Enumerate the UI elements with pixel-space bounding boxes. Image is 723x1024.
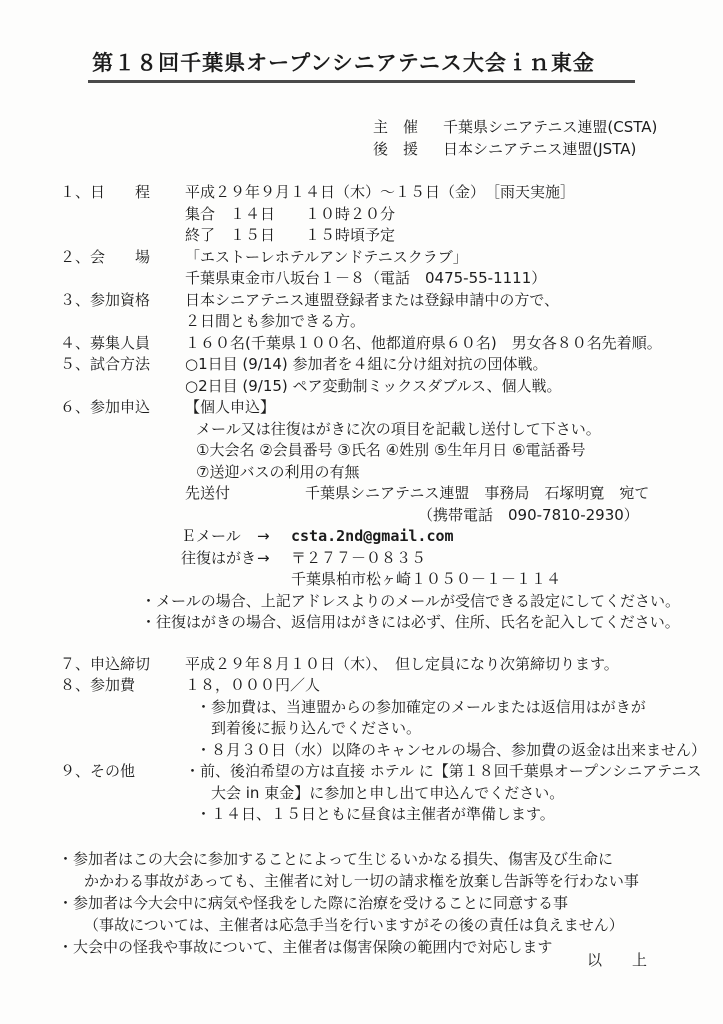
item-venue <box>0 247 723 269</box>
item-other-hotel-2: 大会 in 東金】に参加と申し出て申込んでください。 <box>211 783 565 802</box>
item-schedule-start: 集合 １４日 １０時２０分 <box>185 204 396 223</box>
application-note-email: ・メールの場合、上記アドレスよりのメールが受信できる設定にしてください。 <box>141 591 680 610</box>
item-eligibility-label: ３、参加資格 <box>60 290 151 309</box>
item-eligibility-text: 日本シニアテニス連盟登録者または登録申請中の方で、 <box>185 290 560 309</box>
application-note-postcard: ・往復はがきの場合、返信用はがきには必ず、住所、氏名を記入してください。 <box>141 613 680 631</box>
item-venue-address: 千葉県東金市八坂台１－８（電話 0475-55-1111） <box>185 269 547 287</box>
item-fee-cancel: ・８月３０日（水）以降のキャンセルの場合、参加費の返金は出来ません） <box>196 740 707 759</box>
item-eligibility <box>0 290 723 312</box>
item-capacity <box>0 333 723 355</box>
item-format-day2: ○2日目 (9/15) ペア変動制ミックスダブルス、個人戦。 <box>185 376 562 395</box>
item-other <box>0 761 723 783</box>
item-schedule <box>0 182 723 204</box>
item-deadline-text: 平成２９年８月１０日（木）、 但し定員になり次第締切ります。 <box>185 654 619 673</box>
item-schedule-end: 終了 １５日 １５時頃予定 <box>185 226 396 244</box>
disclaimer-block <box>0 848 723 958</box>
email-label: Ｅメール <box>181 527 241 545</box>
item-format-label: ５、試合方法 <box>60 355 151 373</box>
postcard-line <box>0 548 723 570</box>
item-fee-payment-2: 到着後に振り込んでください。 <box>211 719 422 737</box>
item-eligibility-text2: ２日間とも参加できる方。 <box>185 312 366 330</box>
item-other-label: ９、その他 <box>60 762 136 780</box>
item-format-day1: ○1日目 (9/14) 参加者を４組に分け組対抗の団体戦。 <box>185 355 548 373</box>
sponsor-block <box>373 117 723 160</box>
item-fee <box>0 675 723 697</box>
sponsor-line-host <box>373 117 723 139</box>
postcard-address: 千葉県柏市松ヶ崎１０５０－１－１１４ <box>291 570 562 588</box>
disclaimer-medical-1: ・参加者は今大会中に病気や怪我をした際に治療を受けることに同意する事 <box>58 893 569 912</box>
sponsor-role: 主 催 <box>373 118 419 136</box>
disclaimer-liability-1: ・参加者はこの大会に参加することによって生じるいかなる損失、傷害及び生命に <box>58 849 614 868</box>
postal-code: 〒２７７－０８３５ <box>291 548 427 567</box>
item-list <box>0 182 723 826</box>
item-application-mobile-phone: （携帯電話 090-7810-2930） <box>418 505 639 524</box>
item-capacity-text: １６０名(千葉県１００名、他都道府県６０名) 男女各８０名先着順。 <box>185 333 662 352</box>
item-format <box>0 354 723 376</box>
postcard-label: 往復はがき <box>181 548 257 567</box>
arrow-right-icon: → <box>257 527 270 545</box>
disclaimer-medical-2: （事故については、主催者は応急手当を行いますがその後の責任は負えません） <box>84 915 624 934</box>
sponsor-role: 後 援 <box>373 139 419 158</box>
item-fee-label: ８、参加費 <box>60 676 136 694</box>
item-application-label: ６、参加申込 <box>60 398 151 416</box>
arrow-right-icon: → <box>257 548 270 567</box>
item-application <box>0 397 723 419</box>
item-application-type: 【個人申込】 <box>185 398 276 416</box>
disclaimer-liability-2: かかわる事故があっても、主催者に対し一切の請求権を放棄し告訴等を行わない事 <box>84 871 639 890</box>
email-address: csta.2nd@gmail.com <box>291 527 454 545</box>
sponsor-org: 日本シニアテニス連盟(JSTA) <box>443 139 637 158</box>
item-application-fields-1-6: ①大会名 ②会員番号 ③氏名 ④姓別 ⑤生年月日 ⑥電話番号 <box>196 441 586 459</box>
item-application-howto: メール又は往復はがきに次の項目を記載し送付して下さい。 <box>196 419 601 438</box>
item-venue-label: ２、会 場 <box>60 247 151 266</box>
item-deadline <box>0 654 723 676</box>
sponsor-org: 千葉県シニアテニス連盟(CSTA) <box>443 118 658 136</box>
item-fee-amount: １８，０００円／人 <box>185 676 321 694</box>
disclaimer-insurance: ・大会中の怪我や事故について、主催者は傷害保険の範囲内で対応します <box>58 937 553 956</box>
item-application-sendto: 先送付 千葉県シニアテニス連盟 事務局 石塚明寛 宛て <box>185 484 650 502</box>
email-line <box>0 526 723 548</box>
item-venue-name: 「エストーレホテルアンドテニスクラブ」 <box>185 247 468 266</box>
item-schedule-dates: 平成２９年９月１４日（木）～１５日（金） ［雨天実施］ <box>185 183 576 201</box>
closing-mark: 以 上 <box>586 950 647 969</box>
item-other-lunch: ・１４日、１５日ともに昼食は主催者が準備します。 <box>196 805 555 823</box>
item-application-field-7: ⑦送迎バスの利用の有無 <box>196 462 360 481</box>
sponsor-line-support <box>373 139 723 161</box>
item-deadline-label: ７、申込締切 <box>60 654 151 673</box>
document-title: 第１８回千葉県オープンシニアテニス大会ｉｎ東金 <box>88 50 635 83</box>
item-capacity-label: ４、募集人員 <box>60 333 151 352</box>
item-schedule-label: １、日 程 <box>60 183 151 201</box>
item-fee-payment-1: ・参加費は、当連盟からの参加確定のメールまたは返信用はがきが <box>196 697 646 716</box>
item-other-hotel-1: ・前、後泊希望の方は直接 ホテル に【第１８回千葉県オープンシニアテニス <box>185 762 702 780</box>
